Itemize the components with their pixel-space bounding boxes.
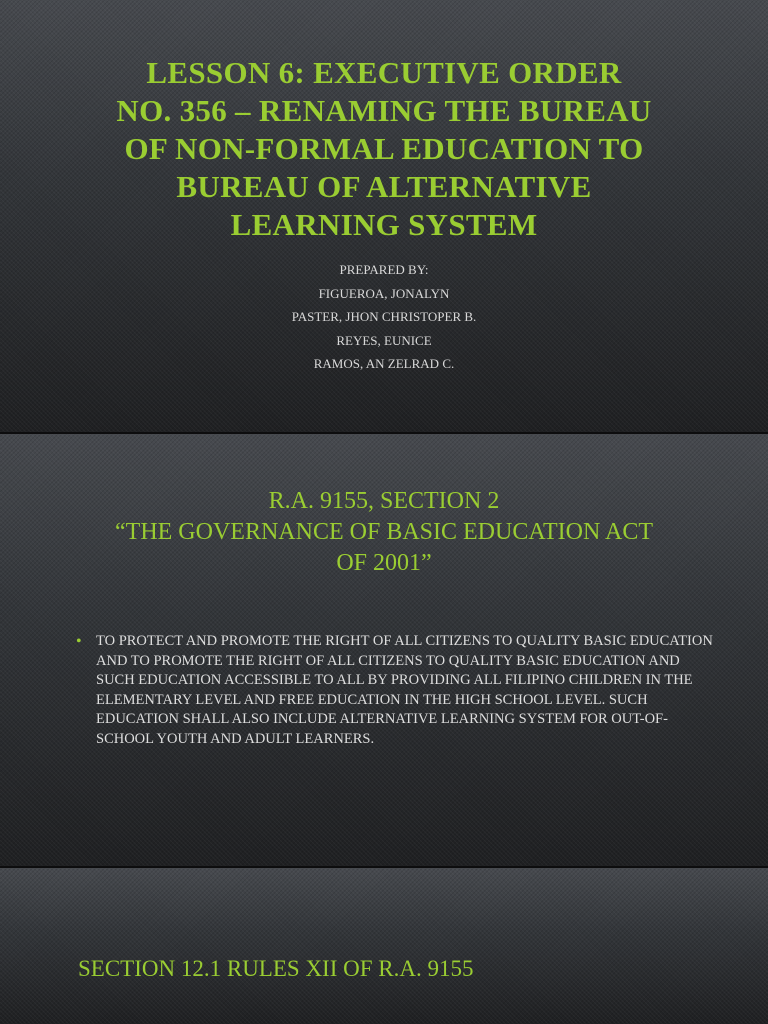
lesson-title-line: OF NON-FORMAL EDUCATION TO	[124, 131, 644, 166]
lesson-title-line: LESSON 6: EXECUTIVE ORDER	[146, 55, 622, 90]
author-name: RAMOS, AN ZELRAD C.	[313, 356, 455, 371]
bullet-text: TO PROTECT AND PROMOTE THE RIGHT OF ALL CITIZENS TO QUALITY BASIC EDUCATION AND TO PROMOTE THE RIGHT OF ALL CITIZENS TO QUALITY BASIC EDUCATION AND SUCH EDUCATION ACCESSIBLE TO ALL BY PROVIDING ALL FILIPINO CHILDREN IN THE ELEMENTARY LEVEL AND FREE EDUCATION IN THE HIGH SCHOOL LEVEL. SUCH EDUCATION SHALL ALSO INCLUDE ALTERNATIVE LEARNING SYSTEM FOR OUT-OF-SCHOOL YOUTH AND ADULT LEARNERS.	[96, 633, 713, 747]
author-name: FIGUEROA, JONALYN	[318, 285, 450, 301]
ra-9155-title-line: OF 2001”	[336, 550, 432, 576]
bullet-item	[76, 632, 716, 749]
lesson-title-line: LEARNING SYSTEM	[230, 207, 538, 242]
bullet-dot-icon: •	[76, 633, 82, 650]
author-name: PASTER, JHON CHRISTOPER B.	[291, 309, 477, 324]
section-12-slide	[0, 868, 768, 1024]
lesson-title	[60, 54, 708, 244]
ra-9155-title-line: R.A. 9155, SECTION 2	[268, 488, 500, 514]
bullet-list	[76, 632, 716, 749]
ra-9155-title-line: “THE GOVERNANCE OF BASIC EDUCATION ACT	[115, 519, 653, 545]
authors-block	[0, 258, 768, 376]
ra-9155-title	[70, 486, 698, 579]
lesson-title-line: BUREAU OF ALTERNATIVE	[176, 169, 592, 204]
author-name: REYES, EUNICE	[336, 332, 432, 348]
prepared-by-label: PREPARED BY:	[339, 262, 429, 277]
section-12-title: SECTION 12.1 RULES XII OF R.A. 9155	[78, 956, 474, 981]
lesson-title-line: NO. 356 – RENAMING THE BUREAU	[116, 93, 652, 128]
